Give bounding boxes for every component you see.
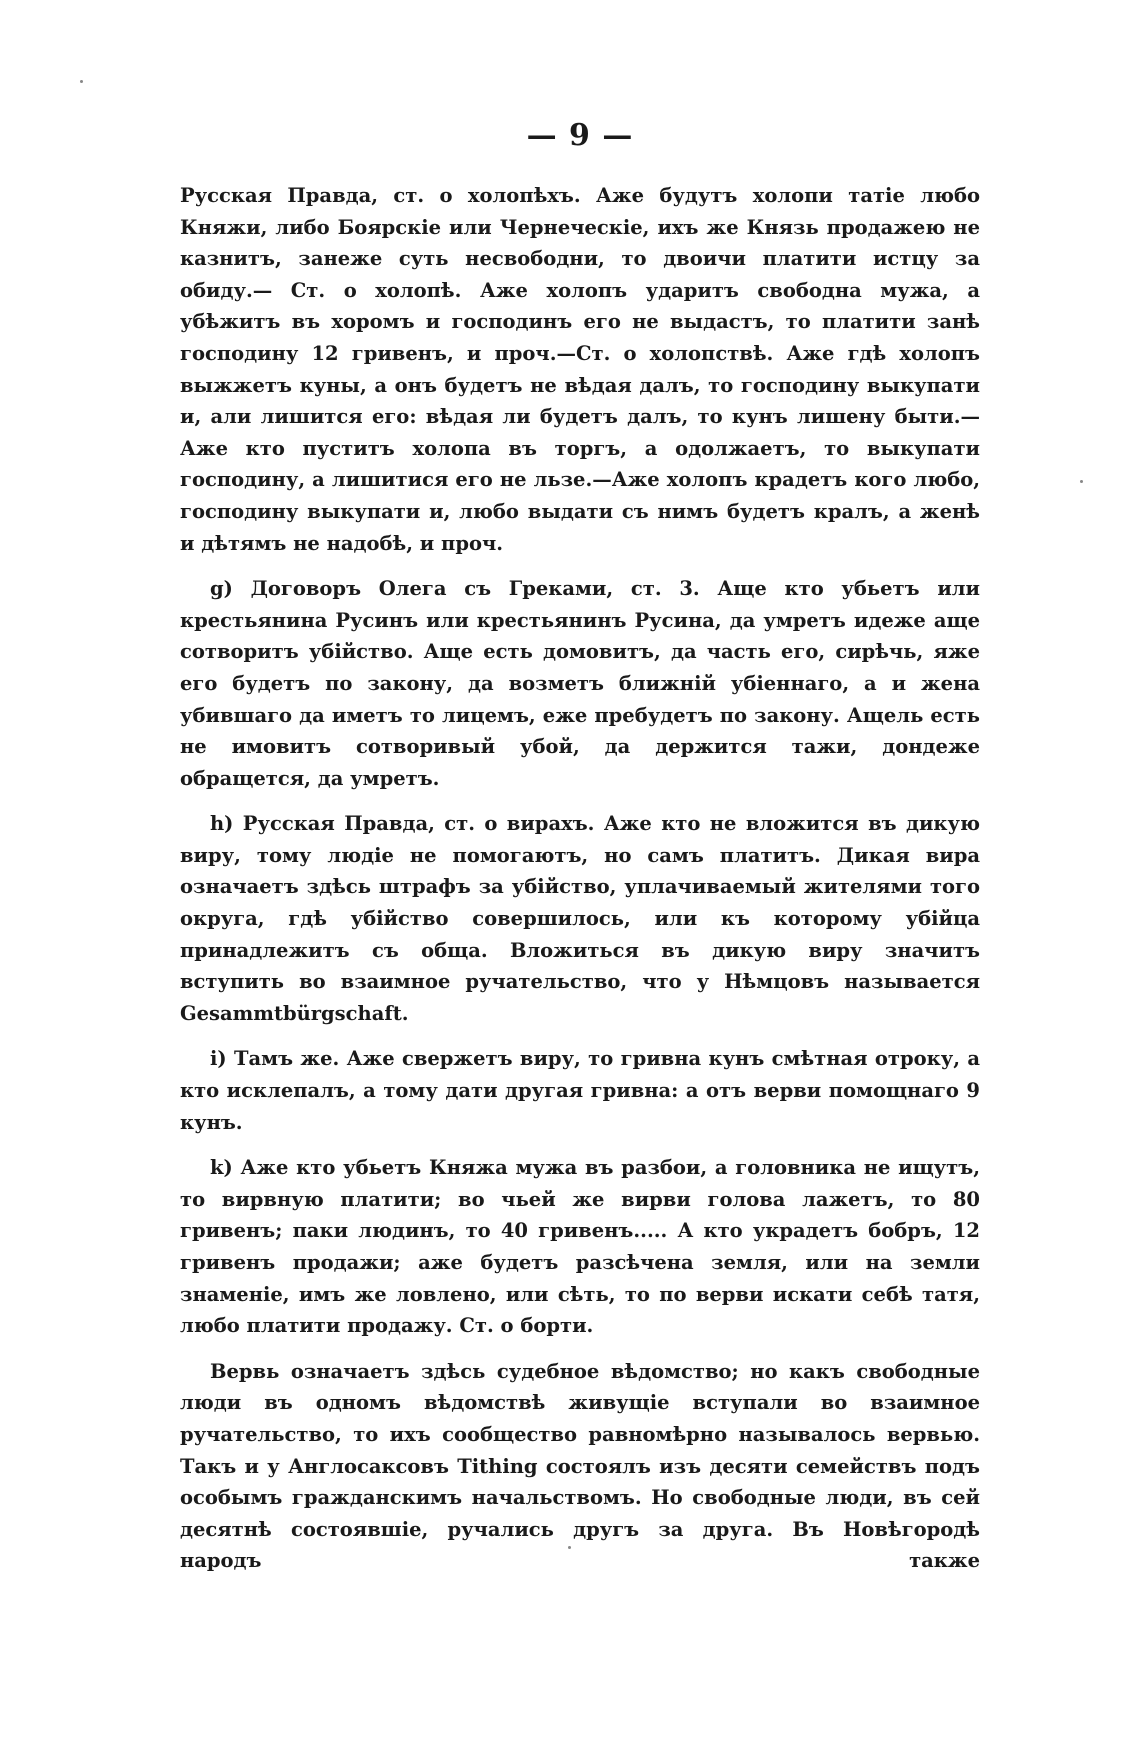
paragraph-russkaya-pravda-kholopy: Русская Правда, ст. о холопѣхъ. Аже будутъ холопи татіе любо Княжи, либо Боярскіе или Чернеческіе, ихъ же Князь продажею не казнитъ, занеже суть несвободни, то двоичи платити истцу за обиду.— Ст. о холопѣ. Аже холопъ ударитъ свободна мужа, а убѣжитъ въ хоромъ и господинъ его не выдастъ, то платити занѣ господину 12 гривенъ, и проч.—Ст. о холопствѣ. Аже гдѣ холопъ выжжетъ куны, а онъ будетъ не вѣдая далъ, то господину выкупати и, али лишится его: вѣдая ли будетъ далъ, то кунъ лишену быти.—Аже кто пуститъ холопа въ торгъ, а одолжаетъ, то выкупати господину, а лишитися его не льзе.—Аже холопъ крадетъ кого любо, господину выкупати и, любо выдати съ нимъ будетъ кралъ, а женѣ и дѣтямъ не надобѣ, и проч. [180, 184, 980, 555]
paragraph-h-virakh: h) Русская Правда, ст. о вирахъ. Аже кто не вложится въ дикую виру, тому людіе не помогаютъ, но самъ платитъ. Дикая вира означаетъ здѣсь штрафъ за убійство, уплачиваемый жителями того округа, гдѣ убійство совершилось, или къ которому убійца принадлежитъ съ обща. Вложиться въ дикую виру значитъ вступить во взаимное ручательство, что у Нѣмцовъ называется Gesammtbürgschaft. [180, 812, 980, 1025]
paragraph-verv-oznachaet: Вервь означаетъ здѣсь судебное вѣдомство; но какъ свободные люди въ одномъ вѣдомствѣ живущіе вступали во взаимное ручательство, то ихъ сообщество равномѣрно называлось вервью. Такъ и у Англосаксовъ Tithing состоялъ изъ десяти семействъ подъ особымъ гражданскимъ начальствомъ. Но свободные люди, въ сей десятнѣ состоявшіе, ручались другъ за друга. Въ Новѣгородѣ народъ также [180, 1359, 980, 1573]
scan-speck-2 [1080, 480, 1083, 483]
scan-speck-3 [568, 1546, 571, 1549]
scan-speck-1 [80, 80, 83, 83]
page-text-block [180, 180, 980, 1577]
paragraph-g-dogovor-olega: g) Договоръ Олега съ Греками, ст. 3. Аще кто убьетъ или крестьянина Русинъ или крестьянинъ Русина, да умретъ идеже аще сотворитъ убійство. Аще есть домовитъ, да часть его, сирѣчь, яже его будетъ по закону, да возметъ ближній убіеннаго, а и жена убившаго да иметъ то лицемъ, еже пребудетъ по закону. Ащель есть не имовитъ сотворивый убой, да держится тажи, дондеже обращется, да умретъ. [180, 577, 980, 790]
paragraph-i-tamzhe: i) Тамъ же. Аже свержетъ виру, то гривна кунъ смѣтная отроку, а кто исклепалъ, а тому дати другая гривна: а отъ верви помощнаго 9 кунъ. [180, 1047, 980, 1134]
paragraph-k-knyazha-muzha: k) Аже кто убьетъ Княжа мужа въ разбои, а головника не ищутъ, то вирвную платити; во чьей же вирви голова лажетъ, то 80 гривенъ; паки людинъ, то 40 гривенъ..... А кто украдетъ бобръ, 12 гривенъ продажи; аже будетъ разсѣчена земля, или на земли знаменіе, имъ же ловлено, или сѣть, то по верви искати себѣ татя, любо платити продажу. Ст. о борти. [180, 1156, 980, 1338]
page-number: — 9 — [526, 118, 634, 153]
